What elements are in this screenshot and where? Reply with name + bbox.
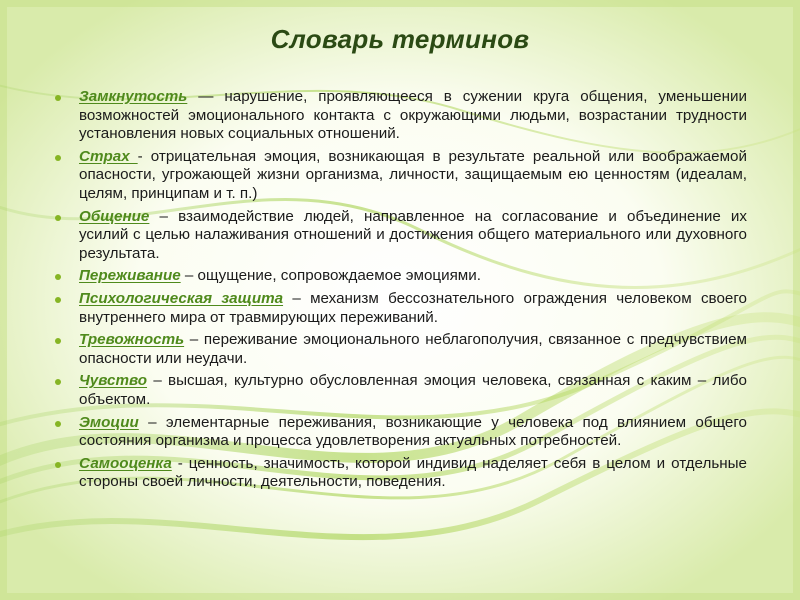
list-item — [55, 414, 747, 451]
list-item — [55, 267, 747, 286]
term-word: Эмоции — [79, 413, 139, 431]
term-definition: — нарушение, проявляющееся в сужении круга общения, уменьшении возможностей эмоционального контакта с окружающими людьми, возрастании трудности установления новых социальных отношений. — [79, 88, 747, 143]
list-item — [55, 88, 747, 144]
list-item — [55, 455, 747, 492]
term-word: Тревожность — [79, 331, 185, 349]
list-item — [55, 208, 747, 264]
bullet-icon — [55, 338, 61, 344]
term-word: Психологическая защита — [79, 289, 284, 307]
term-definition: - отрицательная эмоция, возникающая в результате реальной или воображаемой опасности, угрожающей жизни организма, личности, защищаемым ею ценностям (идеалам, целям, принципам и т. п.) — [79, 147, 747, 202]
term-definition: – элементарные переживания, возникающие у человека под влиянием общего состояния организма и процесса удовлетворения актуальных потребностей. — [79, 413, 747, 450]
term-definition: – ощущение, сопровождаемое эмоциями. — [180, 267, 481, 285]
bullet-icon — [55, 462, 61, 468]
term-word: Чувство — [79, 372, 148, 390]
term-word: Замкнутость — [79, 88, 188, 105]
bullet-icon — [55, 297, 61, 303]
term-word: Страх — [79, 147, 138, 165]
glossary-list — [55, 88, 747, 496]
term-word: Самооценка — [79, 454, 172, 472]
term-definition: – высшая, культурно обусловленная эмоция человека, связанная с каким – либо объектом. — [79, 372, 747, 408]
list-item — [55, 148, 747, 204]
bullet-icon — [55, 274, 61, 280]
term-definition: – механизм бессознательного ограждения человеком своего внутреннего мира от травмирующих переживаний. — [79, 289, 747, 326]
term-word: Переживание — [79, 267, 181, 285]
term-definition: - ценность, значимость, которой индивид наделяет себя в целом и отдельные стороны своей личности, деятельности, поведения. — [79, 454, 747, 491]
bullet-icon — [55, 95, 61, 101]
list-item — [55, 331, 747, 368]
term-definition: – взаимодействие людей, направленное на согласование и объединение их усилий с целью налаживания отношений и достижения общего материального или духовного результата. — [79, 207, 747, 262]
slide-title: Словарь терминов — [270, 24, 530, 54]
bullet-icon — [55, 421, 61, 427]
list-item — [55, 290, 747, 327]
bullet-icon — [55, 215, 61, 221]
term-word: Общение — [79, 207, 150, 225]
bullet-icon — [55, 379, 61, 385]
term-definition: – переживание эмоционального неблагополучия, связанное с предчувствием опасности или неудачи. — [79, 331, 747, 367]
bullet-icon — [55, 155, 61, 161]
list-item — [55, 372, 747, 409]
